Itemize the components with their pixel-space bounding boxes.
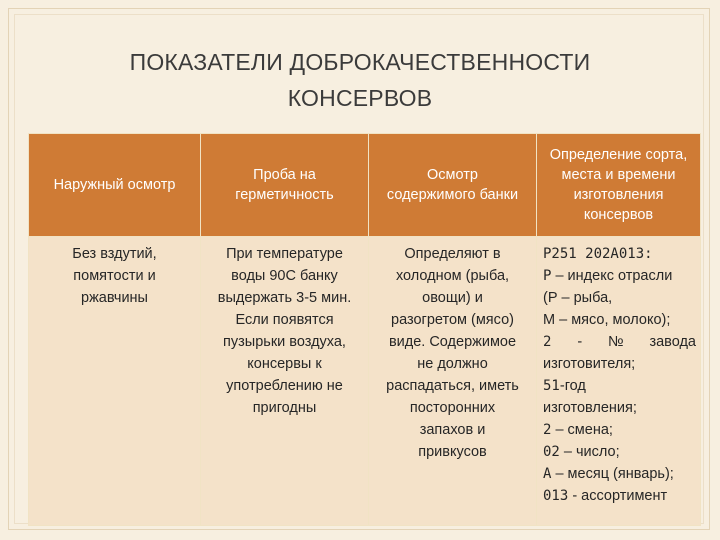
code-description: – индекс отрасли <box>551 268 673 284</box>
cell-line <box>543 463 696 485</box>
header-line: консервов <box>583 207 654 223</box>
cell-external-inspection <box>29 237 201 526</box>
table-header-row <box>29 134 701 237</box>
header-contents-inspection <box>369 134 537 237</box>
header-line: Наружный осмотр <box>53 177 176 193</box>
cell-line: помятости и <box>73 268 156 284</box>
header-line: Проба на <box>253 167 316 183</box>
code-part: 51 <box>543 378 560 394</box>
cell-line: М – мясо, молоко); <box>543 312 671 328</box>
cell-line: ржавчины <box>81 290 148 306</box>
code-part: 013 <box>543 488 569 504</box>
code-part: 02 <box>543 444 560 460</box>
title-line-1: ПОКАЗАТЕЛИ ДОБРОКАЧЕСТВЕННОСТИ <box>129 49 591 75</box>
cell-line <box>543 485 696 507</box>
cell-line: пузырьки воздуха, <box>223 334 346 350</box>
code-part: Р <box>543 268 552 284</box>
quality-table <box>28 133 701 526</box>
code-part: 2 <box>543 334 552 350</box>
header-line: изготовления <box>573 187 664 203</box>
cell-line: изготовителя; <box>543 356 636 372</box>
cell-line: посторонних <box>409 400 496 416</box>
code-description: – месяц (январь); <box>551 466 674 482</box>
cell-line: привкусов <box>418 444 487 460</box>
code-description: -год <box>559 378 586 394</box>
code-description: № <box>608 334 624 350</box>
cell-line: запахов и <box>419 422 486 438</box>
cell-line: разогретом (мясо) <box>391 312 514 328</box>
cell-line: изготовления; <box>543 400 637 416</box>
cell-contents-inspection <box>369 237 537 526</box>
cell-line <box>543 331 696 353</box>
cell-line: (Р – рыба, <box>543 290 613 306</box>
cell-line: виде. Содержимое <box>388 334 517 350</box>
code-description: – смена; <box>551 422 613 438</box>
cell-line <box>543 375 696 397</box>
code-description: - <box>577 334 583 350</box>
cell-line: Если появятся <box>235 312 334 328</box>
header-line: места и времени <box>561 167 676 183</box>
cell-line: овощи) и <box>422 290 483 306</box>
code-part: 2 <box>543 422 552 438</box>
cell-line: выдержать 3-5 мин. <box>217 290 352 306</box>
code-part: А <box>543 466 552 482</box>
header-tightness-test <box>201 134 369 237</box>
cell-grade-determination <box>537 237 701 526</box>
cell-line: пригодны <box>252 400 317 416</box>
cell-line: Определяют в <box>404 246 501 262</box>
table-row <box>29 237 701 526</box>
cell-line: воды 90С банку <box>231 268 338 284</box>
cell-line <box>543 265 696 287</box>
header-line: содержимого банки <box>386 187 519 203</box>
cell-line <box>543 419 696 441</box>
header-line: Определение сорта, <box>549 147 688 163</box>
cell-line: консервы к <box>247 356 322 372</box>
cell-tightness-test <box>201 237 369 526</box>
header-external-inspection <box>29 134 201 237</box>
cell-line: употреблению не <box>226 378 343 394</box>
code-description: – число; <box>559 444 620 460</box>
cell-line <box>543 441 696 463</box>
cell-line: При температуре <box>226 246 343 262</box>
page-title <box>60 44 660 116</box>
cell-line: не должно <box>417 356 488 372</box>
product-code: Р251 202А013: <box>543 246 653 262</box>
cell-line: холодном (рыба, <box>395 268 510 284</box>
cell-line: распадаться, иметь <box>386 378 519 394</box>
header-line: Осмотр <box>427 167 478 183</box>
header-grade-determination <box>537 134 701 237</box>
code-description: завода <box>649 334 696 350</box>
code-description: - ассортимент <box>568 488 668 504</box>
title-line-2: КОНСЕРВОВ <box>287 85 433 111</box>
header-line: герметичность <box>235 187 334 203</box>
cell-line: Без вздутий, <box>72 246 157 262</box>
